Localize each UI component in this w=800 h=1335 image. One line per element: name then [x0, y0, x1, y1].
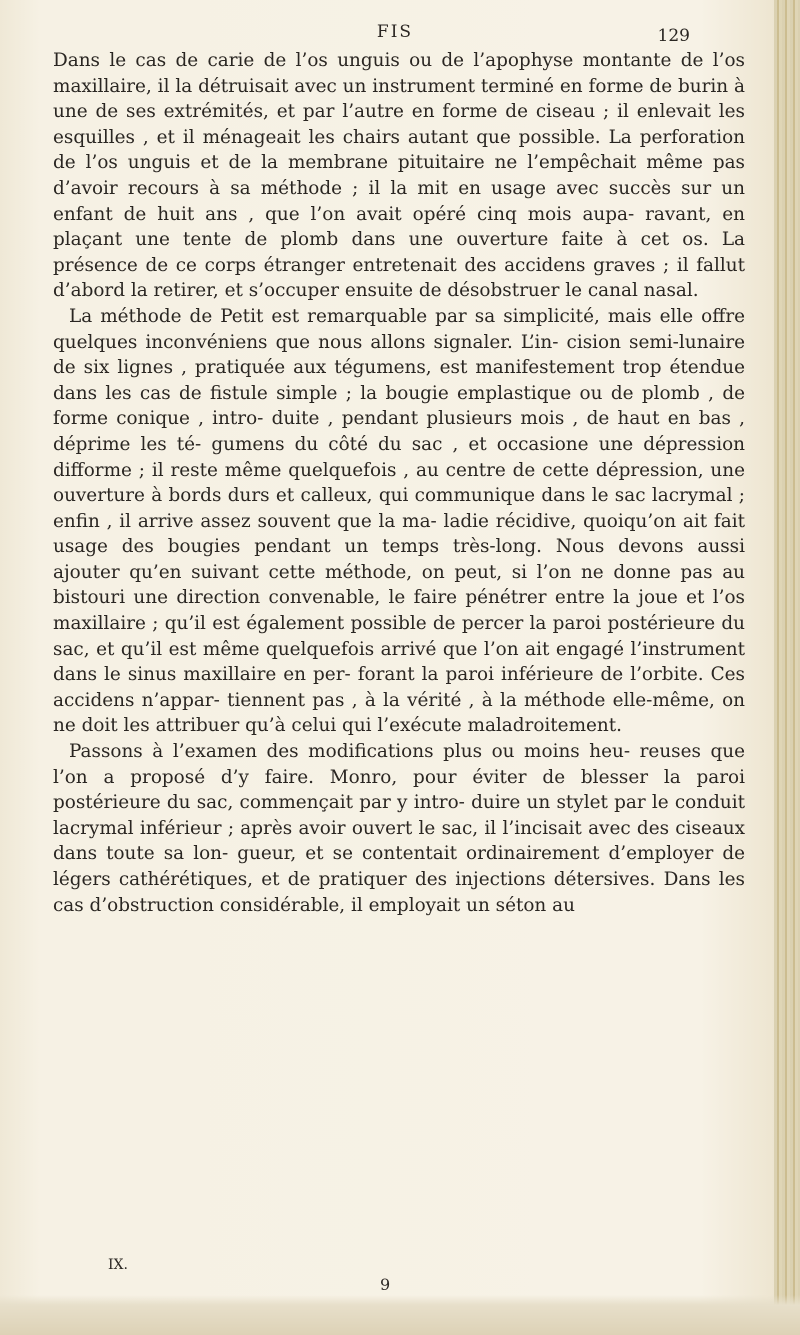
paragraph: Passons à l’examen des modifications plus ou moins heu- reuses que l’on a proposé d’y faire. Monro, pour éviter de blesser la paroi postérieure du sac, commençait par y intro- duire un stylet par le conduit lacrymal inférieur ; après avoir ouvert le sac, il l’incisait avec des ciseaux dans toute sa lon- gueur, et se contentait ordinairement d’employer de légers cathérétiques, et de pratiquer des injections détersives. Dans les cas d’obstruction considérable, il employait un séton au [53, 741, 745, 916]
signature-mark: IX. [108, 1257, 128, 1273]
paragraph: La méthode de Petit est remarquable par sa simplicité, mais elle offre quelques inconvéniens que nous allons signaler. L’in- cision semi-lunaire de six lignes , pratiquée aux tégumens, est manifestement trop étendue dans les cas de fistule simple ; la bougie emplastique ou de plomb , de forme conique , intro- duite , pendant plusieurs mois , de haut en bas , déprime les té- gumens du côté du sac , et occasione une dépression difforme ; il reste même quelquefois , au centre de cette dépression, une ouverture à bords durs et calleux, qui communique dans le sac lacrymal ; enfin , il arrive assez souvent que la ma- ladie récidive, quoiqu’on ait fait usage des bougies pendant un temps très-long. Nous devons aussi ajouter qu’en suivant cette méthode, on peut, si l’on ne donne pas au bistouri une direction convenable, le faire pénétrer entre la joue et l’os maxillaire ; qu’il est également possible de percer la paroi postérieure du sac, et qu’il est même quelquefois arrivé que l’on ait engagé l’instrument dans le sinus maxillaire en per- forant la paroi inférieure de l’orbite. Ces accidens n’appar- tiennent pas , à la vérité , à la méthode elle-même, on ne doit les attribuer qu’à celui qui l’exécute maladroitement. [53, 305, 745, 737]
page-edge [774, 0, 800, 1335]
page-number: 129 [657, 26, 690, 46]
paragraph: Dans le cas de carie de l’os unguis ou de l’apophyse montante de l’os maxillaire, il la détruisait avec un instrument terminé en forme de burin à une de ses extrémités, et par l’autre en forme de ciseau ; il enlevait les esquilles , et il ménageait les chairs autant que possible. La perforation de l’os unguis et de la membrane pituitaire ne l’empêchait même pas d’avoir recours à sa méthode ; il la mit en usage avec succès sur un enfant de huit ans , que l’on avait opéré cinq mois aupa- ravant, en plaçant une tente de plomb dans une ouverture faite à cet os. La présence de ce corps étranger entretenait des accidens graves ; il fallut d’abord la retirer, et s’occuper ensuite de désobstruer le canal nasal. [53, 50, 745, 302]
folio-number: 9 [380, 1275, 391, 1294]
page-bottom-shadow [0, 1295, 800, 1335]
body-text [53, 48, 745, 918]
running-title: FIS [376, 22, 414, 42]
page-header [60, 16, 730, 46]
